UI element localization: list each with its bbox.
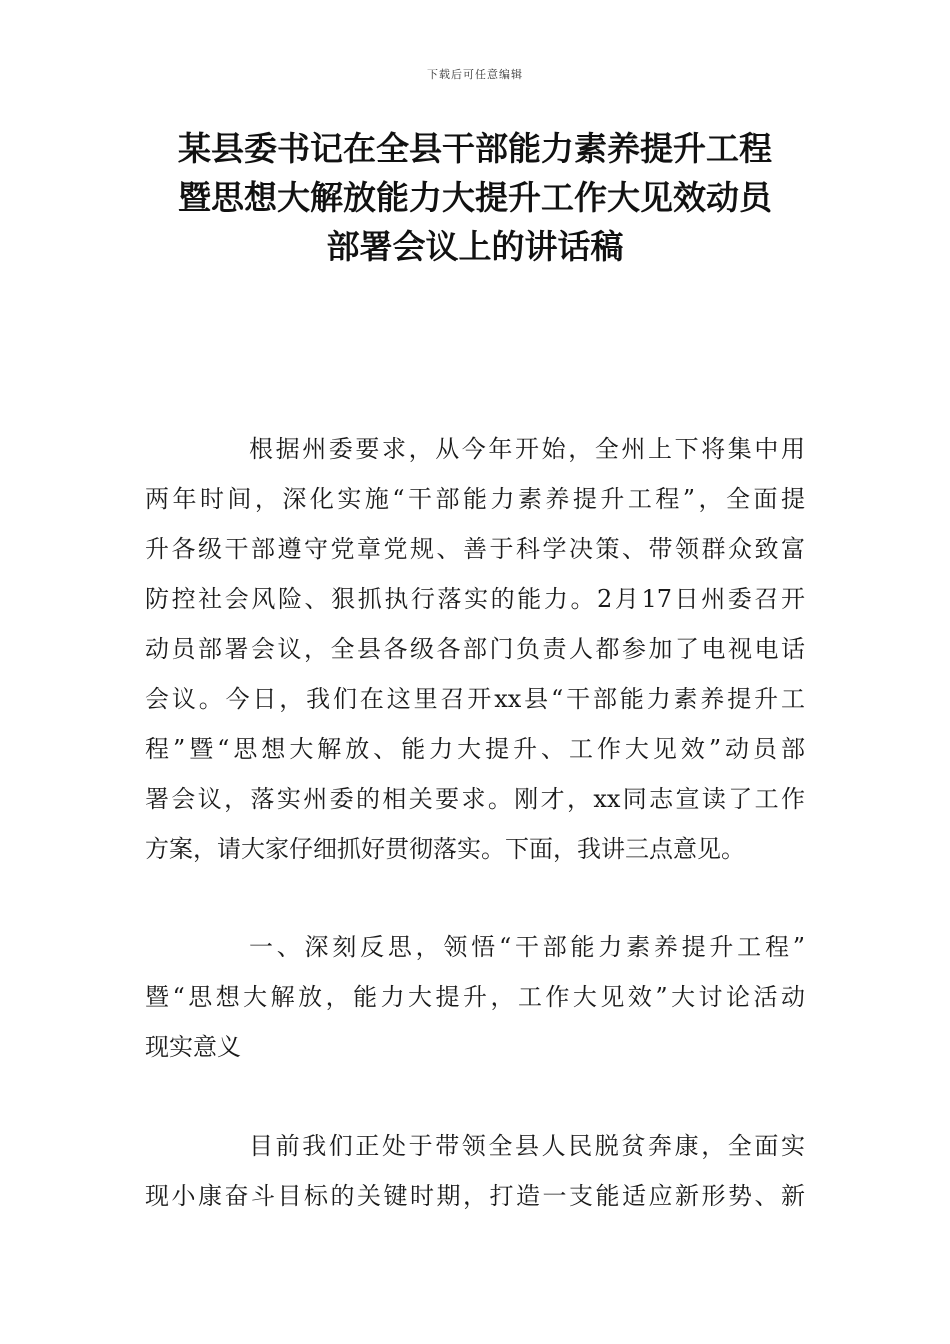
header-note: 下载后可任意编辑 [427,68,523,81]
paragraph-intro [145,424,805,874]
paragraph-line: 动员部署会议，全县各级各部门负责人都参加了电视电话 [145,635,805,663]
paragraph-line: 目前我们正处于带领全县人民脱贫奔康，全面实 [249,1132,805,1160]
paragraph-section-1 [145,1121,805,1221]
paragraph-line: 一、深刻反思，领悟“干部能力素养提升工程” [249,933,805,961]
title-line: 暨思想大解放能力大提升工作大见效动员 [178,178,772,217]
paragraph-line: 防控社会风险、狠抓执行落实的能力。2月17日州委召开 [145,585,805,613]
paragraph-line: 署会议，落实州委的相关要求。刚才，xx同志宣读了工作 [145,785,805,813]
title-line: 某县委书记在全县干部能力素养提升工程 [178,129,772,168]
paragraph-line: 根据州委要求，从今年开始，全州上下将集中用 [249,435,805,463]
section-heading-1 [145,922,805,1072]
title-line: 部署会议上的讲话稿 [326,227,624,266]
paragraph-line: 两年时间，深化实施“干部能力素养提升工程”，全面提 [145,485,805,513]
paragraph-line: 暨“思想大解放，能力大提升，工作大见效”大讨论活动 [145,983,805,1011]
paragraph-line: 升各级干部遵守党章党规、善于科学决策、带领群众致富 [145,535,805,563]
paragraph-line: 现小康奋斗目标的关键时期，打造一支能适应新形势、新 [145,1182,805,1210]
paragraph-line: 会议。今日，我们在这里召开xx县“干部能力素养提升工 [145,685,805,713]
paragraph-line: 现实意义 [145,1033,241,1061]
paragraph-line: 方案，请大家仔细抓好贯彻落实。下面，我讲三点意见。 [145,835,745,863]
paragraph-line: 程”暨“思想大解放、能力大提升、工作大见效”动员部 [145,735,805,763]
document-title [100,124,850,271]
